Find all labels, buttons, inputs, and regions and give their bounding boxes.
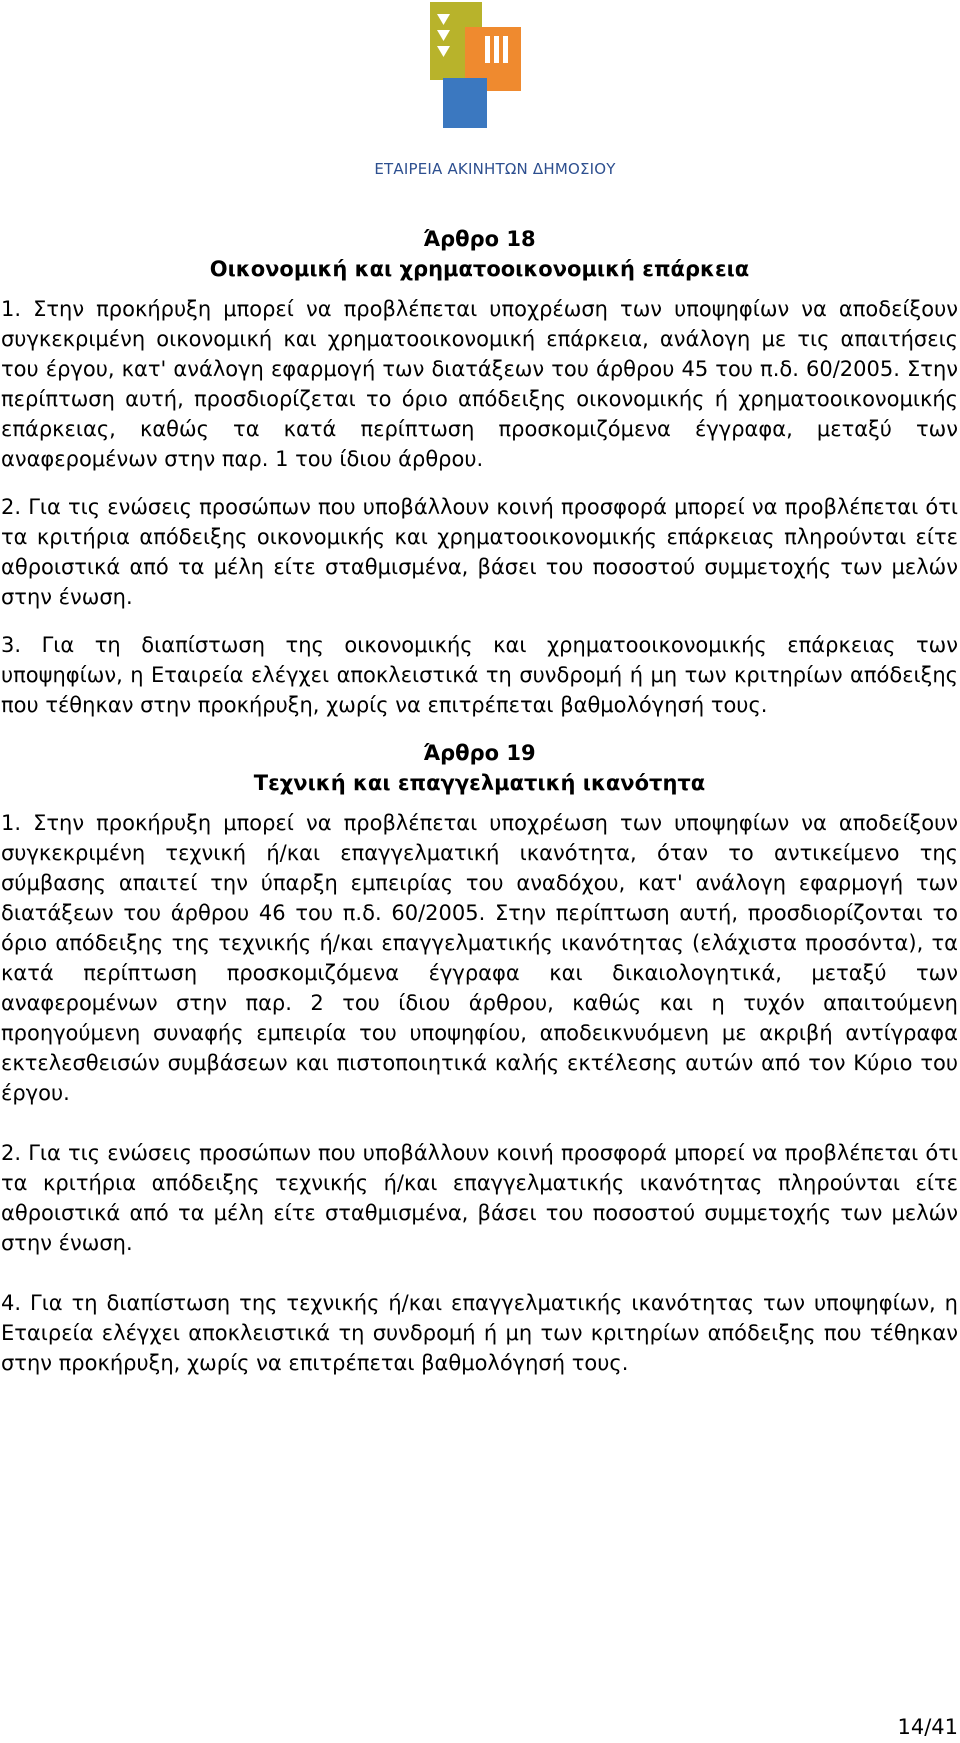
article-19-heading (1, 738, 958, 798)
page-number: 14/41 (897, 1715, 958, 1739)
article-19-number: Άρθρο 19 (423, 741, 536, 765)
article-18-paragraph-2: 2. Για τις ενώσεις προσώπων που υποβάλλουν κοινή προσφορά μπορεί να προβλέπεται ότι τα κριτήρια απόδειξης οικονομικής και χρηματοοικονομικής επάρκειας πληρούνται είτε αθροιστικά από τα μέλη είτε σταθμισμένα, βάσει του ποσοστού συμμετοχής των μελών στην ένωση. (1, 495, 958, 609)
logo-bar-2 (494, 36, 499, 63)
logo-bar-3 (503, 36, 508, 63)
article-19 (1, 738, 958, 1378)
logo-mark (355, 0, 635, 160)
article-18-number: Άρθρο 18 (423, 227, 536, 251)
article-18-paragraph-1: 1. Στην προκήρυξη μπορεί να προβλέπεται υποχρέωση των υποψηφίων να αποδείξουν συγκεκριμένη οικονομική και χρηματοοικονομική επάρκεια, ανάλογη με τις απαιτήσεις του έργου, κατ' ανάλογη εφαρμογή των διατάξεων του άρθρου 45 του π.δ. 60/2005. Στην περίπτωση αυτή, προσδιορίζεται το όριο απόδειξης οικονομικής ή χρηματοοικονομικής επάρκειας, καθώς τα κατά περίπτωση προσκομιζόμενα έγγραφα, μεταξύ των αναφερομένων στην παρ. 1 του ίδιου άρθρου. (1, 297, 958, 471)
article-19-paragraph-4: 4. Για τη διαπίστωση της τεχνικής ή/και επαγγελματικής ικανότητας των υποψηφίων, η Εταιρεία ελέγχει αποκλειστικά τη συνδρομή ή μη των κριτηρίων απόδειξης που τέθηκαν στην προκήρυξη, χωρίς να επιτρέπεται βαθμολόγησή τους. (1, 1291, 958, 1375)
article-19-paragraph-2: 2. Για τις ενώσεις προσώπων που υποβάλλουν κοινή προσφορά μπορεί να προβλέπεται ότι τα κριτήρια απόδειξης τεχνικής ή/και επαγγελματικής ικανότητας πληρούνται είτε αθροιστικά από τα μέλη είτε σταθμισμένα, βάσει του ποσοστού συμμετοχής των μελών στην ένωση. (1, 1141, 958, 1255)
article-18-title: Οικονομική και χρηματοοικονομική επάρκεια (209, 257, 750, 281)
logo-blue-block (443, 78, 487, 128)
company-logo (355, 0, 635, 185)
article-18-heading (1, 224, 958, 284)
article-19-paragraph-1: 1. Στην προκήρυξη μπορεί να προβλέπεται υποχρέωση των υποψηφίων να αποδείξουν συγκεκριμένη τεχνική ή/και επαγγελματική ικανότητα, όταν το αντικείμενο της σύμβασης απαιτεί την ύπαρξη εμπειρίας του αναδόχου, κατ' ανάλογη εφαρμογή των διατάξεων του άρθρου 46 του π.δ. 60/2005. Στην περίπτωση αυτή, προσδιορίζονται το όριο απόδειξης της τεχνικής ή/και επαγγελματικής ικανότητας (ελάχιστα προσόντα), τα κατά περίπτωση προσκομιζόμενα έγγραφα και δικαιολογητικά, μεταξύ των αναφερομένων στην παρ. 2 του ίδιου άρθρου, καθώς και η τυχόν απαιτούμενη προηγούμενη συναφής εμπειρία του υποψηφίου, αποδεικνυόμενη με ακριβή αντίγραφα εκτελεσθεισών συμβάσεων και πιστοποιητικά καλής εκτέλεσης αυτών από τον Κύριο του έργου. (1, 811, 958, 1105)
article-19-title: Τεχνική και επαγγελματική ικανότητα (253, 771, 706, 795)
logo-caption: ΕΤΑΙΡΕΙΑ ΑΚΙΝΗΤΩΝ ΔΗΜΟΣΙΟΥ (374, 160, 616, 178)
article-18-paragraph-3: 3. Για τη διαπίστωση της οικονομικής και χρηματοοικονομικής επάρκειας των υποψηφίων, η Εταιρεία ελέγχει αποκλειστικά τη συνδρομή ή μη των κριτηρίων απόδειξης που τέθηκαν στην προκήρυξη, χωρίς να επιτρέπεται βαθμολόγησή τους. (1, 633, 958, 717)
logo-bar-1 (485, 36, 490, 63)
document-body (1, 224, 958, 1408)
